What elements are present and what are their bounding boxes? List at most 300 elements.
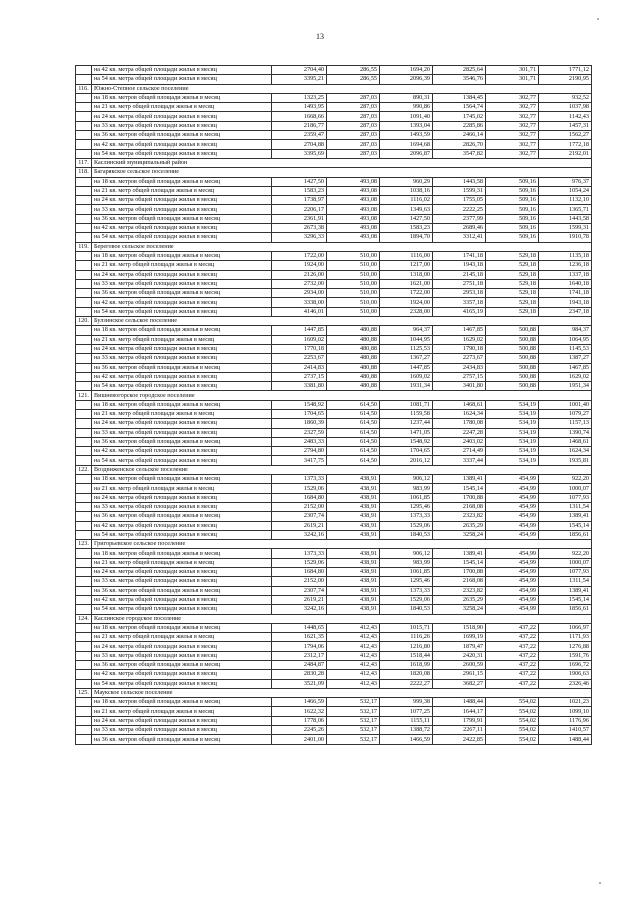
- value-cell: 287,03: [327, 103, 380, 112]
- value-cell: 301,71: [486, 66, 539, 75]
- value-cell: 412,43: [327, 651, 380, 660]
- value-cell: 438,91: [327, 558, 380, 567]
- value-cell: 480,88: [327, 326, 380, 335]
- table-row: [76, 289, 592, 298]
- value-cell: 2466,14: [433, 131, 486, 140]
- row-number-cell: [76, 75, 92, 84]
- page-number: 13: [316, 32, 324, 41]
- value-cell: 534,19: [486, 437, 539, 446]
- row-number-cell: [76, 623, 92, 632]
- value-cell: 493,08: [327, 186, 380, 195]
- value-cell: 437,22: [486, 633, 539, 642]
- value-cell: 510,00: [327, 279, 380, 288]
- value-cell: 438,91: [327, 577, 380, 586]
- value-cell: 3395,21: [272, 75, 327, 84]
- value-cell: 1365,71: [539, 205, 592, 214]
- value-cell: 509,16: [486, 224, 539, 233]
- value-cell: 2359,47: [272, 131, 327, 140]
- row-label: на 33 кв. метра общей площади жилья в месяц: [92, 279, 272, 288]
- value-cell: 1621,00: [380, 279, 433, 288]
- value-cell: 990,86: [380, 103, 433, 112]
- table-row: [76, 484, 592, 493]
- table-row: [76, 595, 592, 604]
- table-row: [76, 651, 592, 660]
- row-number-cell: [76, 521, 92, 530]
- value-cell: 1599,31: [539, 224, 592, 233]
- value-cell: 1125,53: [380, 344, 433, 353]
- value-cell: 529,18: [486, 289, 539, 298]
- value-cell: 302,77: [486, 112, 539, 121]
- value-cell: 1448,65: [272, 623, 327, 632]
- value-cell: 1640,18: [539, 279, 592, 288]
- value-cell: 3381,80: [272, 382, 327, 391]
- row-label: на 24 кв. метра общей площади жилья в месяц: [92, 344, 272, 353]
- section-row: [76, 242, 592, 251]
- table-row: [76, 270, 592, 279]
- value-cell: 1468,61: [433, 400, 486, 409]
- value-cell: 1389,41: [539, 512, 592, 521]
- value-cell: 1015,71: [380, 623, 433, 632]
- value-cell: 454,99: [486, 512, 539, 521]
- value-cell: 1741,18: [539, 289, 592, 298]
- value-cell: 554,02: [486, 726, 539, 735]
- table-row: [76, 419, 592, 428]
- value-cell: 2190,95: [539, 75, 592, 84]
- row-label: на 33 кв. метра общей площади жилья в месяц: [92, 502, 272, 511]
- value-cell: 1518,90: [433, 623, 486, 632]
- section-title: Береговое сельское поселение: [92, 242, 592, 251]
- value-cell: 1337,18: [539, 270, 592, 279]
- row-number-cell: [76, 577, 92, 586]
- value-cell: 1745,02: [433, 112, 486, 121]
- value-cell: 1443,58: [539, 214, 592, 223]
- table-row: [76, 679, 592, 688]
- table-row: [76, 493, 592, 502]
- value-cell: 554,02: [486, 735, 539, 744]
- row-label: на 42 кв. метра общей площади жилья в месяц: [92, 595, 272, 604]
- row-label: на 54 кв. метра общей площади жилья в месяц: [92, 307, 272, 316]
- table-row: [76, 707, 592, 716]
- table-row: [76, 670, 592, 679]
- value-cell: 614,50: [327, 409, 380, 418]
- value-cell: 4165,19: [433, 307, 486, 316]
- value-cell: 1373,33: [272, 549, 327, 558]
- value-cell: 493,08: [327, 177, 380, 186]
- value-cell: 2714,49: [433, 447, 486, 456]
- value-cell: 500,88: [486, 344, 539, 353]
- value-cell: 438,91: [327, 568, 380, 577]
- value-cell: 454,99: [486, 530, 539, 539]
- value-cell: 480,88: [327, 372, 380, 381]
- value-cell: 532,17: [327, 707, 380, 716]
- value-cell: 1545,14: [539, 521, 592, 530]
- row-number-cell: [76, 112, 92, 121]
- section-number: 118.: [76, 168, 92, 177]
- value-cell: 1145,53: [539, 344, 592, 353]
- value-cell: 1390,74: [539, 428, 592, 437]
- value-cell: 2830,28: [272, 670, 327, 679]
- row-label: на 21 кв. метр общей площади жилья в месяц: [92, 186, 272, 195]
- row-number-cell: [76, 512, 92, 521]
- value-cell: 1700,88: [433, 493, 486, 502]
- value-cell: 438,91: [327, 502, 380, 511]
- table-row: [76, 568, 592, 577]
- value-cell: 1373,33: [272, 475, 327, 484]
- value-cell: 1349,63: [380, 205, 433, 214]
- value-cell: 1236,18: [539, 261, 592, 270]
- value-cell: 976,37: [539, 177, 592, 186]
- row-label: на 54 кв. метра общей площади жилья в месяц: [92, 605, 272, 614]
- row-number-cell: [76, 605, 92, 614]
- table-row: [76, 372, 592, 381]
- row-number-cell: [76, 670, 92, 679]
- value-cell: 2826,70: [433, 140, 486, 149]
- value-cell: 534,19: [486, 456, 539, 465]
- table-row: [76, 456, 592, 465]
- value-cell: 1311,54: [539, 502, 592, 511]
- value-cell: 614,50: [327, 456, 380, 465]
- table-row: [76, 196, 592, 205]
- value-cell: 554,02: [486, 698, 539, 707]
- value-cell: 1518,44: [380, 651, 433, 660]
- value-cell: 532,17: [327, 698, 380, 707]
- value-cell: 2689,46: [433, 224, 486, 233]
- value-cell: 529,18: [486, 298, 539, 307]
- value-cell: 2312,17: [272, 651, 327, 660]
- value-cell: 1091,40: [380, 112, 433, 121]
- row-number-cell: [76, 633, 92, 642]
- row-label: на 18 кв. метров общей площади жилья в месяц: [92, 623, 272, 632]
- value-cell: 1468,61: [539, 437, 592, 446]
- value-cell: 1545,14: [539, 595, 592, 604]
- row-label: на 42 кв. метра общей площади жилья в месяц: [92, 447, 272, 456]
- value-cell: 454,99: [486, 549, 539, 558]
- section-title: Каслинское городское поселение: [92, 614, 592, 623]
- row-label: на 33 кв. метра общей площади жилья в месяц: [92, 651, 272, 660]
- value-cell: 1529,06: [272, 484, 327, 493]
- row-label: на 42 кв. метра общей площади жилья в месяц: [92, 372, 272, 381]
- table-row: [76, 447, 592, 456]
- value-cell: 454,99: [486, 586, 539, 595]
- value-cell: 984,37: [539, 326, 592, 335]
- value-cell: 2326,46: [539, 679, 592, 688]
- value-cell: 2186,77: [272, 121, 327, 130]
- value-cell: 510,00: [327, 298, 380, 307]
- value-cell: 500,88: [486, 326, 539, 335]
- row-number-cell: [76, 568, 92, 577]
- value-cell: 1943,18: [539, 298, 592, 307]
- table-row: [76, 131, 592, 140]
- value-cell: 1624,34: [539, 447, 592, 456]
- value-cell: 3417,75: [272, 456, 327, 465]
- value-cell: 983,99: [380, 484, 433, 493]
- value-cell: 1493,59: [380, 131, 433, 140]
- row-label: на 36 кв. метров общей площади жилья в месяц: [92, 437, 272, 446]
- table-row: [76, 409, 592, 418]
- value-cell: 302,77: [486, 121, 539, 130]
- value-cell: 2168,08: [433, 502, 486, 511]
- value-cell: 454,99: [486, 595, 539, 604]
- row-number-cell: [76, 447, 92, 456]
- table-row: [76, 177, 592, 186]
- section-row: [76, 688, 592, 697]
- row-number-cell: [76, 484, 92, 493]
- value-cell: 1389,41: [433, 549, 486, 558]
- table-row: [76, 326, 592, 335]
- value-cell: 437,22: [486, 670, 539, 679]
- value-cell: 1021,23: [539, 698, 592, 707]
- row-label: на 18 кв. метров общей площади жилья в месяц: [92, 698, 272, 707]
- value-cell: 500,88: [486, 363, 539, 372]
- table-row: [76, 335, 592, 344]
- value-cell: 1064,95: [539, 335, 592, 344]
- value-cell: 1077,93: [539, 568, 592, 577]
- row-label: на 18 кв. метров общей площади жилья в месяц: [92, 326, 272, 335]
- row-number-cell: [76, 140, 92, 149]
- value-cell: 1545,14: [433, 558, 486, 567]
- value-cell: 1564,74: [433, 103, 486, 112]
- table-row: [76, 735, 592, 744]
- value-cell: 1755,05: [433, 196, 486, 205]
- table-row: [76, 186, 592, 195]
- value-cell: 1323,25: [272, 93, 327, 102]
- value-cell: 1447,85: [272, 326, 327, 335]
- row-number-cell: [76, 149, 92, 158]
- value-cell: 2600,59: [433, 661, 486, 670]
- value-cell: 532,17: [327, 735, 380, 744]
- value-cell: 2222,25: [433, 205, 486, 214]
- value-cell: 614,50: [327, 447, 380, 456]
- value-cell: 2347,18: [539, 307, 592, 316]
- value-cell: 554,02: [486, 716, 539, 725]
- value-cell: 922,20: [539, 549, 592, 558]
- row-label: на 33 кв. метра общей площади жилья в месяц: [92, 726, 272, 735]
- value-cell: 438,91: [327, 475, 380, 484]
- table-row: [76, 363, 592, 372]
- section-title: Южно-Степное сельское поселение: [92, 84, 592, 93]
- value-cell: 1457,31: [539, 121, 592, 130]
- row-label: на 24 кв. метра общей площади жилья в месяц: [92, 568, 272, 577]
- table-row: [76, 298, 592, 307]
- value-cell: 890,31: [380, 93, 433, 102]
- row-label: на 42 кв. метра общей площади жилья в месяц: [92, 66, 272, 75]
- row-label: на 33 кв. метра общей площади жилья в месяц: [92, 428, 272, 437]
- value-cell: 438,91: [327, 484, 380, 493]
- value-cell: 1116,02: [380, 196, 433, 205]
- value-cell: 1132,10: [539, 196, 592, 205]
- table-row: [76, 502, 592, 511]
- value-cell: 1879,47: [433, 642, 486, 651]
- value-cell: 964,37: [380, 326, 433, 335]
- value-cell: 1621,35: [272, 633, 327, 642]
- value-cell: 454,99: [486, 521, 539, 530]
- value-cell: 480,88: [327, 335, 380, 344]
- value-cell: 1906,63: [539, 670, 592, 679]
- value-cell: 1529,06: [272, 558, 327, 567]
- value-cell: 438,91: [327, 521, 380, 530]
- section-row: [76, 614, 592, 623]
- value-cell: 2247,28: [433, 428, 486, 437]
- value-cell: 2273,67: [433, 354, 486, 363]
- section-title: Вишневогорское городское поселение: [92, 391, 592, 400]
- row-number-cell: [76, 131, 92, 140]
- section-number: 120.: [76, 317, 92, 326]
- value-cell: 454,99: [486, 502, 539, 511]
- value-cell: 509,16: [486, 186, 539, 195]
- value-cell: 2434,83: [433, 363, 486, 372]
- value-cell: 3546,76: [433, 75, 486, 84]
- table-row: [76, 642, 592, 651]
- row-number-cell: [76, 335, 92, 344]
- value-cell: 1629,02: [433, 335, 486, 344]
- row-label: на 21 кв. метр общей площади жилья в месяц: [92, 103, 272, 112]
- row-label: на 33 кв. метра общей площади жилья в месяц: [92, 205, 272, 214]
- value-cell: 932,52: [539, 93, 592, 102]
- value-cell: 1684,80: [272, 568, 327, 577]
- value-cell: 1295,46: [380, 502, 433, 511]
- row-number-cell: [76, 224, 92, 233]
- value-cell: 2168,08: [433, 577, 486, 586]
- value-cell: 2757,15: [433, 372, 486, 381]
- value-cell: 554,02: [486, 707, 539, 716]
- row-number-cell: [76, 409, 92, 418]
- value-cell: 438,91: [327, 595, 380, 604]
- table-row: [76, 205, 592, 214]
- value-cell: 2253,67: [272, 354, 327, 363]
- value-cell: 1079,27: [539, 409, 592, 418]
- value-cell: 1217,00: [380, 261, 433, 270]
- table-row: [76, 716, 592, 725]
- row-label: на 18 кв. метров общей площади жилья в месяц: [92, 400, 272, 409]
- table-row: [76, 344, 592, 353]
- value-cell: 509,16: [486, 233, 539, 242]
- table-row: [76, 112, 592, 121]
- value-cell: 1388,72: [380, 726, 433, 735]
- row-number-cell: [76, 354, 92, 363]
- row-label: на 18 кв. метров общей площади жилья в месяц: [92, 251, 272, 260]
- value-cell: 509,16: [486, 196, 539, 205]
- value-cell: 1694,20: [380, 66, 433, 75]
- value-cell: 1820,08: [380, 670, 433, 679]
- value-cell: 534,19: [486, 409, 539, 418]
- value-cell: 529,18: [486, 270, 539, 279]
- value-cell: 2934,00: [272, 289, 327, 298]
- value-cell: 1704,65: [380, 447, 433, 456]
- row-label: на 21 кв. метр общей площади жилья в месяц: [92, 261, 272, 270]
- value-cell: 1157,13: [539, 419, 592, 428]
- row-number-cell: [76, 103, 92, 112]
- value-cell: 3401,80: [433, 382, 486, 391]
- value-cell: 2953,18: [433, 289, 486, 298]
- value-cell: 1318,00: [380, 270, 433, 279]
- scan-speck: [599, 882, 601, 884]
- value-cell: 1583,23: [380, 224, 433, 233]
- value-cell: 2420,31: [433, 651, 486, 660]
- value-cell: 1722,00: [272, 251, 327, 260]
- section-row: [76, 540, 592, 549]
- value-cell: 1077,25: [380, 707, 433, 716]
- row-label: на 54 кв. метра общей площади жилья в месяц: [92, 679, 272, 688]
- row-label: на 36 кв. метров общей площади жилья в месяц: [92, 586, 272, 595]
- table-row: [76, 475, 592, 484]
- row-number-cell: [76, 502, 92, 511]
- row-number-cell: [76, 586, 92, 595]
- row-number-cell: [76, 419, 92, 428]
- value-cell: 1142,43: [539, 112, 592, 121]
- value-cell: 412,43: [327, 623, 380, 632]
- row-number-cell: [76, 177, 92, 186]
- value-cell: 510,00: [327, 251, 380, 260]
- row-number-cell: [76, 372, 92, 381]
- value-cell: 2377,99: [433, 214, 486, 223]
- value-cell: 1443,58: [433, 177, 486, 186]
- value-cell: 2152,00: [272, 502, 327, 511]
- row-label: на 42 кв. метра общей площади жилья в месяц: [92, 140, 272, 149]
- value-cell: 2152,00: [272, 577, 327, 586]
- row-number-cell: [76, 205, 92, 214]
- value-cell: 1529,06: [380, 521, 433, 530]
- value-cell: 2751,18: [433, 279, 486, 288]
- value-cell: 1684,80: [272, 493, 327, 502]
- row-number-cell: [76, 289, 92, 298]
- value-cell: 2206,17: [272, 205, 327, 214]
- value-cell: 509,16: [486, 214, 539, 223]
- value-cell: 1116,26: [380, 633, 433, 642]
- value-cell: 1931,34: [380, 382, 433, 391]
- value-cell: 1237,44: [380, 419, 433, 428]
- value-cell: 614,50: [327, 419, 380, 428]
- row-label: на 21 кв. метр общей площади жилья в месяц: [92, 409, 272, 418]
- value-cell: 532,17: [327, 716, 380, 725]
- value-cell: 1311,54: [539, 577, 592, 586]
- value-cell: 2126,00: [272, 270, 327, 279]
- value-cell: 302,77: [486, 140, 539, 149]
- row-label: на 24 кв. метра общей площади жилья в месяц: [92, 493, 272, 502]
- value-cell: 438,91: [327, 530, 380, 539]
- row-number-cell: [76, 66, 92, 75]
- value-cell: 2267,11: [433, 726, 486, 735]
- value-cell: 438,91: [327, 605, 380, 614]
- value-cell: 1159,58: [380, 409, 433, 418]
- value-cell: 437,22: [486, 651, 539, 660]
- table-row: [76, 633, 592, 642]
- value-cell: 302,77: [486, 149, 539, 158]
- table-row: [76, 530, 592, 539]
- section-title: Воздвиженское сельское поселение: [92, 465, 592, 474]
- value-cell: 529,18: [486, 279, 539, 288]
- table-row: [76, 512, 592, 521]
- value-cell: 2096,87: [380, 149, 433, 158]
- value-cell: 1410,57: [539, 726, 592, 735]
- value-cell: 412,43: [327, 670, 380, 679]
- value-cell: 534,19: [486, 428, 539, 437]
- value-cell: 2414,83: [272, 363, 327, 372]
- value-cell: 534,19: [486, 447, 539, 456]
- value-cell: 287,03: [327, 131, 380, 140]
- row-label: на 18 кв. метров общей площади жилья в месяц: [92, 549, 272, 558]
- row-number-cell: [76, 344, 92, 353]
- value-cell: 500,88: [486, 372, 539, 381]
- value-cell: 1054,24: [539, 186, 592, 195]
- value-cell: 534,19: [486, 419, 539, 428]
- value-cell: 454,99: [486, 493, 539, 502]
- value-cell: 3338,00: [272, 298, 327, 307]
- value-cell: 2704,40: [272, 66, 327, 75]
- value-cell: 493,08: [327, 214, 380, 223]
- table-row: [76, 428, 592, 437]
- value-cell: 412,43: [327, 679, 380, 688]
- value-cell: 2192,01: [539, 149, 592, 158]
